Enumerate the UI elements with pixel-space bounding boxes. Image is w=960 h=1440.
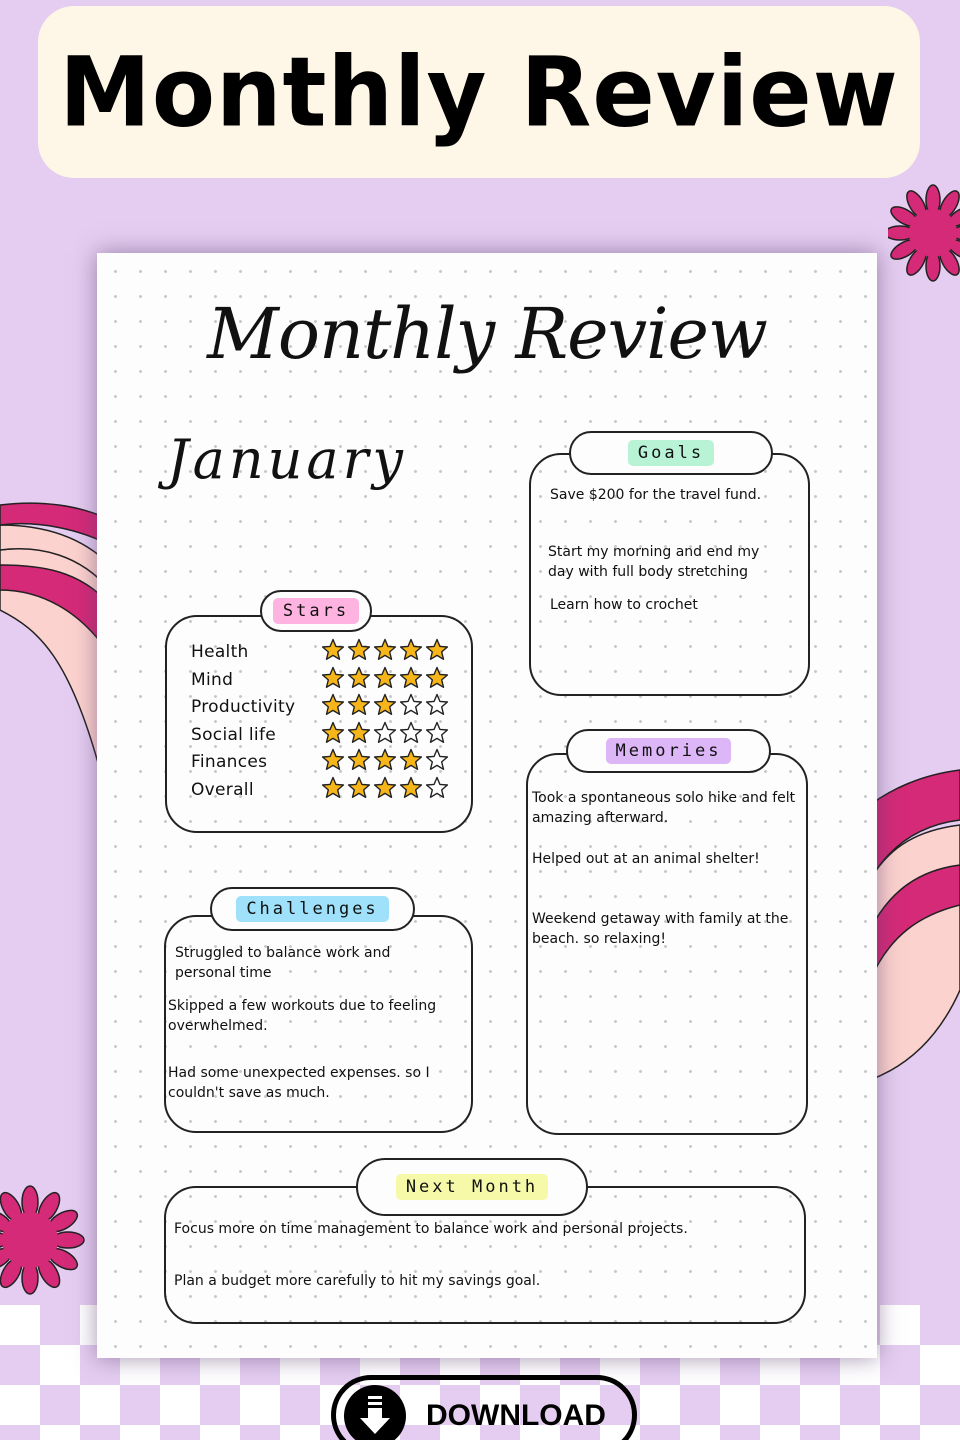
star-rating-label: Social life [191, 724, 276, 745]
download-arrow-icon [344, 1385, 406, 1440]
star-filled-icon [347, 776, 371, 804]
challenges-tab [210, 887, 415, 931]
star-rating-row [191, 721, 449, 749]
star-filled-icon [321, 666, 345, 694]
goals-heading: Goals [628, 440, 714, 466]
next-month-tab [356, 1158, 588, 1216]
next-month-heading: Next Month [396, 1174, 548, 1200]
star-filled-icon [321, 721, 345, 749]
challenge-item: Had some unexpected expenses. so I couldn't save as much. [168, 1065, 430, 1101]
memory-item: Took a spontaneous solo hike and felt amazing afterward. [532, 790, 796, 826]
star-rating-row [191, 748, 449, 776]
star-rating-row [191, 666, 449, 694]
star-filled-icon [347, 638, 371, 666]
star-filled-icon [399, 638, 423, 666]
next-month-item: Plan a budget more carefully to hit my savings goal. [174, 1273, 541, 1289]
page-title: Monthly Review [207, 293, 767, 375]
planner-page [97, 253, 877, 1358]
star-filled-icon [321, 748, 345, 776]
star-rating-value [321, 721, 449, 749]
next-month-item: Focus more on time management to balance work and personal projects. [174, 1221, 688, 1237]
star-filled-icon [321, 776, 345, 804]
star-filled-icon [399, 666, 423, 694]
star-rating-value [321, 666, 449, 694]
star-filled-icon [373, 638, 397, 666]
memory-item: Weekend getaway with family at the beach. so relaxing! [532, 911, 789, 947]
star-empty-icon [373, 721, 397, 749]
flower-decoration-bottom-left [0, 1185, 85, 1295]
challenge-item: Struggled to balance work and personal time [175, 945, 391, 981]
challenges-heading: Challenges [236, 896, 388, 922]
star-empty-icon [399, 693, 423, 721]
star-rating-row [191, 693, 449, 721]
star-ratings-list [167, 638, 467, 808]
star-filled-icon [373, 748, 397, 776]
star-empty-icon [425, 693, 449, 721]
star-filled-icon [425, 638, 449, 666]
star-filled-icon [399, 776, 423, 804]
star-rating-label: Finances [191, 752, 268, 772]
star-empty-icon [425, 748, 449, 776]
challenge-item: Skipped a few workouts due to feeling overwhelmed. [168, 998, 437, 1034]
star-filled-icon [347, 748, 371, 776]
memory-item: Helped out at an animal shelter! [532, 851, 760, 867]
download-button[interactable] [331, 1375, 637, 1440]
star-rating-value [321, 748, 449, 776]
star-filled-icon [373, 693, 397, 721]
download-label: DOWNLOAD [426, 1399, 606, 1432]
star-rating-row [191, 638, 449, 666]
star-filled-icon [347, 666, 371, 694]
star-filled-icon [321, 638, 345, 666]
header-banner [38, 6, 920, 178]
star-filled-icon [399, 748, 423, 776]
star-filled-icon [347, 721, 371, 749]
star-filled-icon [321, 693, 345, 721]
star-rating-row [191, 776, 449, 804]
star-rating-value [321, 638, 449, 666]
stars-heading: Stars [273, 598, 359, 624]
goal-item: Learn how to crochet [550, 597, 698, 613]
star-filled-icon [373, 776, 397, 804]
memories-heading: Memories [606, 738, 732, 764]
star-rating-value [321, 693, 449, 721]
wave-decoration-right [870, 765, 960, 1085]
star-filled-icon [373, 666, 397, 694]
star-empty-icon [425, 721, 449, 749]
star-rating-value [321, 776, 449, 804]
star-filled-icon [425, 666, 449, 694]
star-rating-label: Overall [191, 779, 254, 800]
goals-tab [569, 431, 773, 475]
goal-item: Save $200 for the travel fund. [550, 487, 762, 503]
star-rating-label: Productivity [191, 697, 296, 717]
star-rating-label: Health [191, 642, 249, 662]
month-label: January [167, 428, 407, 491]
goal-item: Start my morning and end my day with full body stretching [548, 544, 760, 580]
memories-tab [566, 729, 771, 773]
banner-title: Monthly Review [59, 35, 899, 149]
flower-decoration-top-right [888, 183, 960, 283]
wave-decoration-left [0, 480, 110, 800]
star-filled-icon [347, 693, 371, 721]
stars-tab [260, 590, 372, 632]
star-empty-icon [425, 776, 449, 804]
star-empty-icon [399, 721, 423, 749]
star-rating-label: Mind [191, 669, 234, 690]
